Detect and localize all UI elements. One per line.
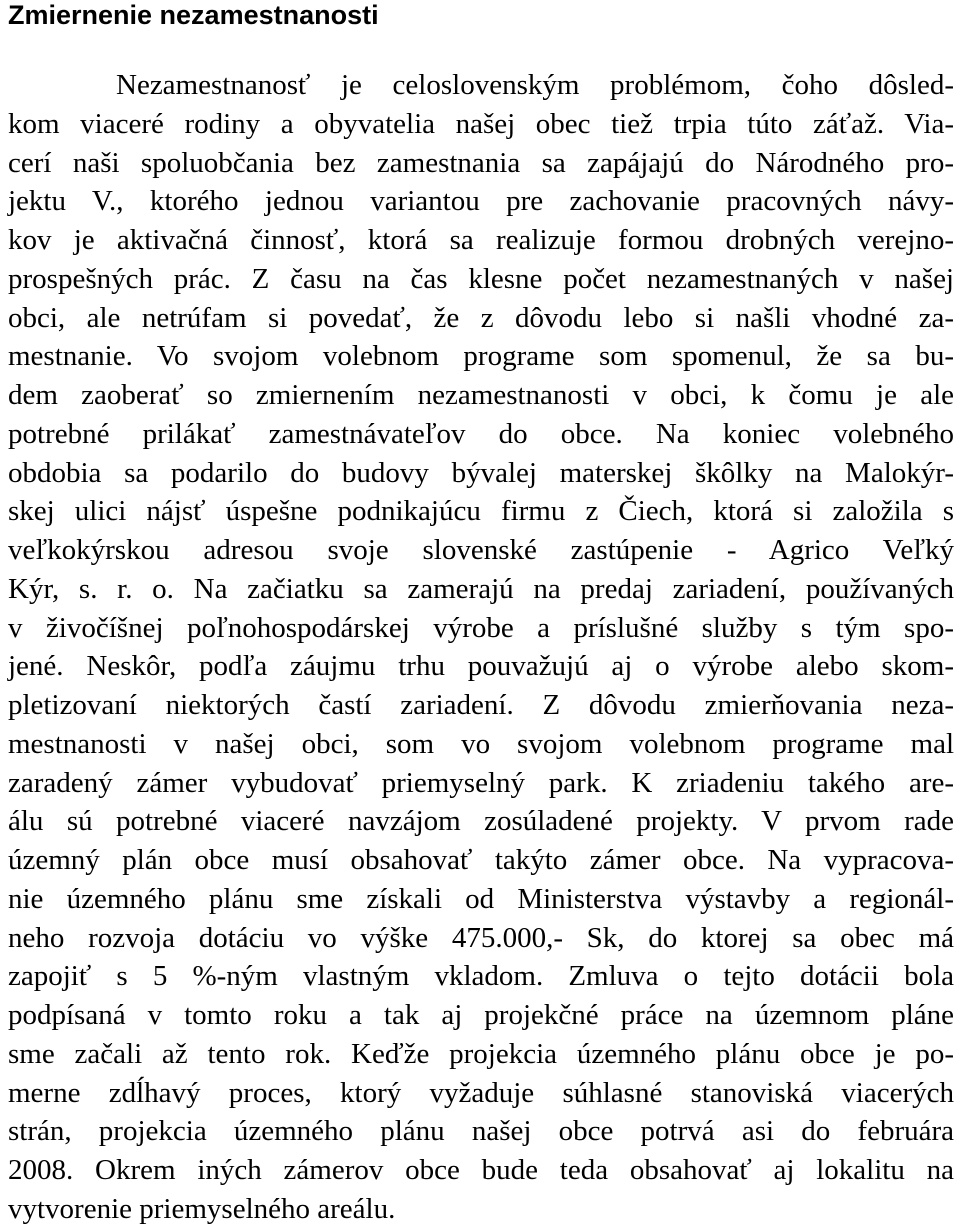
paragraph-line: jené. Neskôr, podľa záujmu trhu pouvažujú aj o výrobe alebo skom-: [8, 650, 954, 683]
paragraph-line: jektu V., ktorého jednou variantou pre zachovanie pracovných návy-: [8, 185, 954, 218]
paragraph-line: v živočíšnej poľnohospodárskej výrobe a príslušné služby s tým spo-: [8, 611, 954, 644]
document-page: [8, 0, 954, 1229]
paragraph-line: kom viaceré rodiny a obyvatelia našej obec tiež trpia túto záťaž. Via-: [8, 107, 954, 140]
paragraph-line: nie územného plánu sme získali od Ministerstva výstavby a regionál-: [8, 882, 954, 915]
paragraph-line: územný plán obce musí obsahovať takýto zámer obce. Na vypracova-: [8, 844, 954, 876]
paragraph-line: veľkokýrskou adresou svoje slovenské zastúpenie - Agrico Veľký: [8, 534, 954, 566]
paragraph-line: vytvorenie priemyselného areálu.: [8, 1192, 396, 1225]
paragraph-line: neho rozvoja dotáciu vo výške 475.000,- Sk, do ktorej sa obec má: [8, 921, 954, 954]
paragraph-line: zaradený zámer vybudovať priemyselný park. K zriadeniu takého are-: [8, 766, 954, 799]
paragraph-line: kov je aktivačná činnosť, ktorá sa realizuje formou drobných verejno-: [8, 224, 954, 256]
paragraph-line: Nezamestnanosť je celoslovenským problémom, čoho dôsled-: [116, 69, 954, 101]
paragraph-line: potrebné prilákať zamestnávateľov do obce. Na koniec volebného: [8, 417, 954, 450]
paragraph-line: pletizovaní niektorých častí zariadení. Z dôvodu zmierňovania neza-: [8, 689, 954, 721]
paragraph-line: merne zdĺhavý proces, ktorý vyžaduje súhlasné stanoviská viacerých: [8, 1076, 954, 1109]
paragraph-line: podpísaná v tomto roku a tak aj projekčné práce na územnom pláne: [8, 999, 954, 1031]
document-title: Zmiernenie nezamestnanosti: [8, 0, 379, 30]
paragraph-line: 2008. Okrem iných zámerov obce bude teda obsahovať aj lokalitu na: [8, 1154, 954, 1186]
paragraph-line: strán, projekcia územného plánu našej obce potrvá asi do februára: [8, 1115, 954, 1148]
paragraph-line: skej ulici nájsť úspešne podnikajúcu firmu z Čiech, ktorá si založila s: [8, 495, 954, 528]
paragraph-line: obci, ale netrúfam si povedať, že z dôvodu lebo si našli vhodné za-: [8, 301, 954, 334]
paragraph-line: mestnanosti v našej obci, som vo svojom volebnom programe mal: [8, 727, 954, 760]
paragraph-line: mestnanie. Vo svojom volebnom programe som spomenul, že sa bu-: [8, 340, 954, 373]
paragraph-line: Kýr, s. r. o. Na začiatku sa zamerajú na predaj zariadení, používaných: [8, 572, 954, 605]
paragraph-line: dem zaoberať so zmiernením nezamestnanosti v obci, k čomu je ale: [8, 379, 954, 411]
paragraph-line: prospešných prác. Z času na čas klesne počet nezamestnaných v našej: [8, 262, 954, 295]
paragraph-line: cerí naši spoluobčania bez zamestnania sa zapájajú do Národného pro-: [8, 146, 954, 179]
paragraph-line: obdobia sa podarilo do budovy bývalej materskej škôlky na Malokýr-: [8, 456, 954, 489]
body-paragraph: [8, 66, 954, 1229]
paragraph-line: zapojiť s 5 %-ným vlastným vkladom. Zmluva o tejto dotácii bola: [8, 960, 954, 993]
paragraph-line: sme začali až tento rok. Keďže projekcia územného plánu obce je po-: [8, 1037, 954, 1070]
paragraph-line: álu sú potrebné viaceré navzájom zosúladené projekty. V prvom rade: [8, 805, 954, 838]
